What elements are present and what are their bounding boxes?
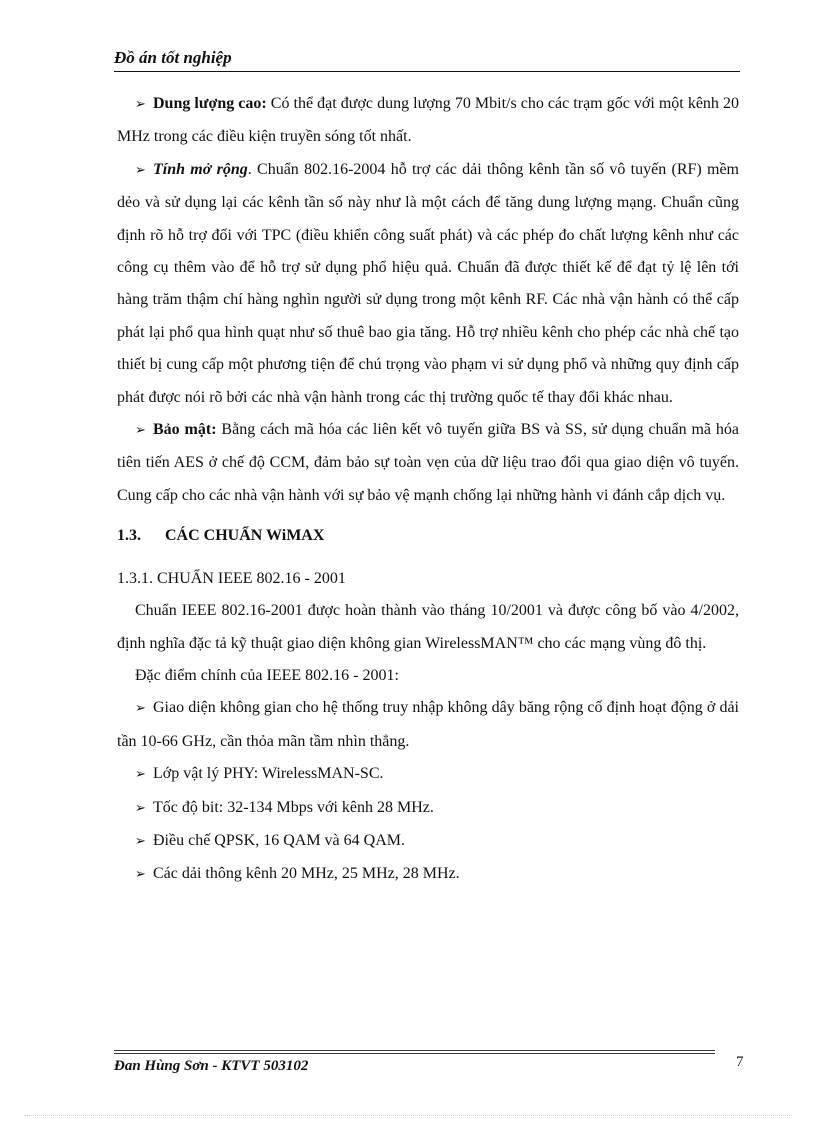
feature-item xyxy=(117,825,739,858)
arrow-bullet-icon: ➢ xyxy=(135,767,146,783)
document-body xyxy=(117,88,739,892)
feature-item xyxy=(117,758,739,791)
arrow-bullet-icon: ➢ xyxy=(135,701,146,717)
section-number: 1.3. xyxy=(117,527,141,545)
term-scalability: Tính mở rộng xyxy=(153,160,248,178)
feature-text: Các dải thông kênh 20 MHz, 25 MHz, 28 MHz. xyxy=(153,865,460,883)
arrow-bullet-icon: ➢ xyxy=(135,867,146,883)
paragraph-security xyxy=(117,414,739,512)
header-divider xyxy=(114,71,740,72)
arrow-bullet-icon: ➢ xyxy=(135,423,146,439)
feature-text: Điều chế QPSK, 16 QAM và 64 QAM. xyxy=(153,831,405,849)
page-header-title: Đồ án tốt nghiệp xyxy=(114,48,232,67)
page-number: 7 xyxy=(736,1054,744,1070)
feature-text: Tốc độ bit: 32-134 Mbps với kênh 28 MHz. xyxy=(153,798,434,816)
features-label: Đặc điểm chính của IEEE 802.16 - 2001: xyxy=(135,666,399,684)
arrow-bullet-icon: ➢ xyxy=(135,800,146,816)
page-bottom-divider xyxy=(24,1115,792,1116)
arrow-bullet-icon: ➢ xyxy=(135,97,146,112)
feature-text: Giao diện không gian cho hệ thống truy nhập không dây băng rộng cố định hoạt động ở dải tần 10-66 GHz, cần thỏa mãn tầm nhìn thẳng. xyxy=(117,699,739,750)
feature-item xyxy=(117,792,739,825)
arrow-bullet-icon: ➢ xyxy=(135,162,146,178)
subsection-title: 1.3.1. CHUẨN IEEE 802.16 - 2001 xyxy=(117,569,346,587)
footer-author: Đan Hùng Sơn - KTVT 503102 xyxy=(114,1058,309,1074)
footer-divider-top xyxy=(114,1050,715,1051)
section-title: CÁC CHUẨN WiMAX xyxy=(165,527,325,545)
feature-item xyxy=(117,692,739,758)
text-scalability: . Chuẩn 802.16-2004 hỗ trợ các dải thông kênh tần số vô tuyến (RF) mềm dẻo và sử dụng lại các kênh tần số này như là một cách để tăng dung lượng mạng. Chuẩn cũng định rõ hỗ trợ đối với TPC (điều khiển công suất phát) và các phép đo chất lượng kênh như các công cụ thêm vào để hỗ trợ sử dụng phổ hiệu quả. Chuẩn đã được thiết kế để đạt tỷ lệ lên tới hàng trăm thậm chí hàng nghìn người sử dụng trong một kênh RF. Các nhà vận hành có thể cấp phát lại phổ qua hình quạt như số thuê bao gia tăng. Hỗ trợ nhiều kênh cho phép các nhà chế tạo thiết bị cung cấp một phương tiện để chú trọng vào phạm vi sử dụng phổ và những quy định cấp phát được nói rõ bởi các nhà vận hành trong các thị trường quốc tế thay đổi khác nhau. xyxy=(117,160,740,406)
arrow-bullet-icon: ➢ xyxy=(135,833,146,849)
text-security: Bằng cách mã hóa các liên kết vô tuyến giữa BS và SS, sử dụng chuẩn mã hóa tiên tiến AES ở chế độ CCM, đảm bảo sự toàn vẹn của dữ liệu trao đổi qua giao diện vô tuyến. Cung cấp cho các nhà vận hành với sự bảo vệ mạnh chống lại những hành vi đánh cắp dịch vụ. xyxy=(117,421,739,504)
term-capacity: Dung lượng cao: xyxy=(153,95,267,112)
footer-divider-bottom xyxy=(114,1053,715,1054)
paragraph-scalability xyxy=(117,154,739,414)
term-security: Bảo mật: xyxy=(153,421,217,439)
feature-text: Lớp vật lý PHY: WirelessMAN-SC. xyxy=(153,765,384,783)
text-capacity: Có thể đạt được dung lượng 70 Mbit/s cho các trạm gốc với một kênh 20 MHz trong các điều kiện truyền sóng tốt nhất. xyxy=(117,95,739,146)
paragraph-capacity xyxy=(117,88,739,154)
feature-item xyxy=(117,858,739,891)
section-heading xyxy=(117,520,739,552)
subsection-intro: Chuẩn IEEE 802.16-2001 được hoàn thành vào tháng 10/2001 và được công bố vào 4/2002, định nghĩa đặc tả kỹ thuật giao diện không gian WirelessMAN™ cho các mạng vùng đô thị. xyxy=(117,602,739,652)
